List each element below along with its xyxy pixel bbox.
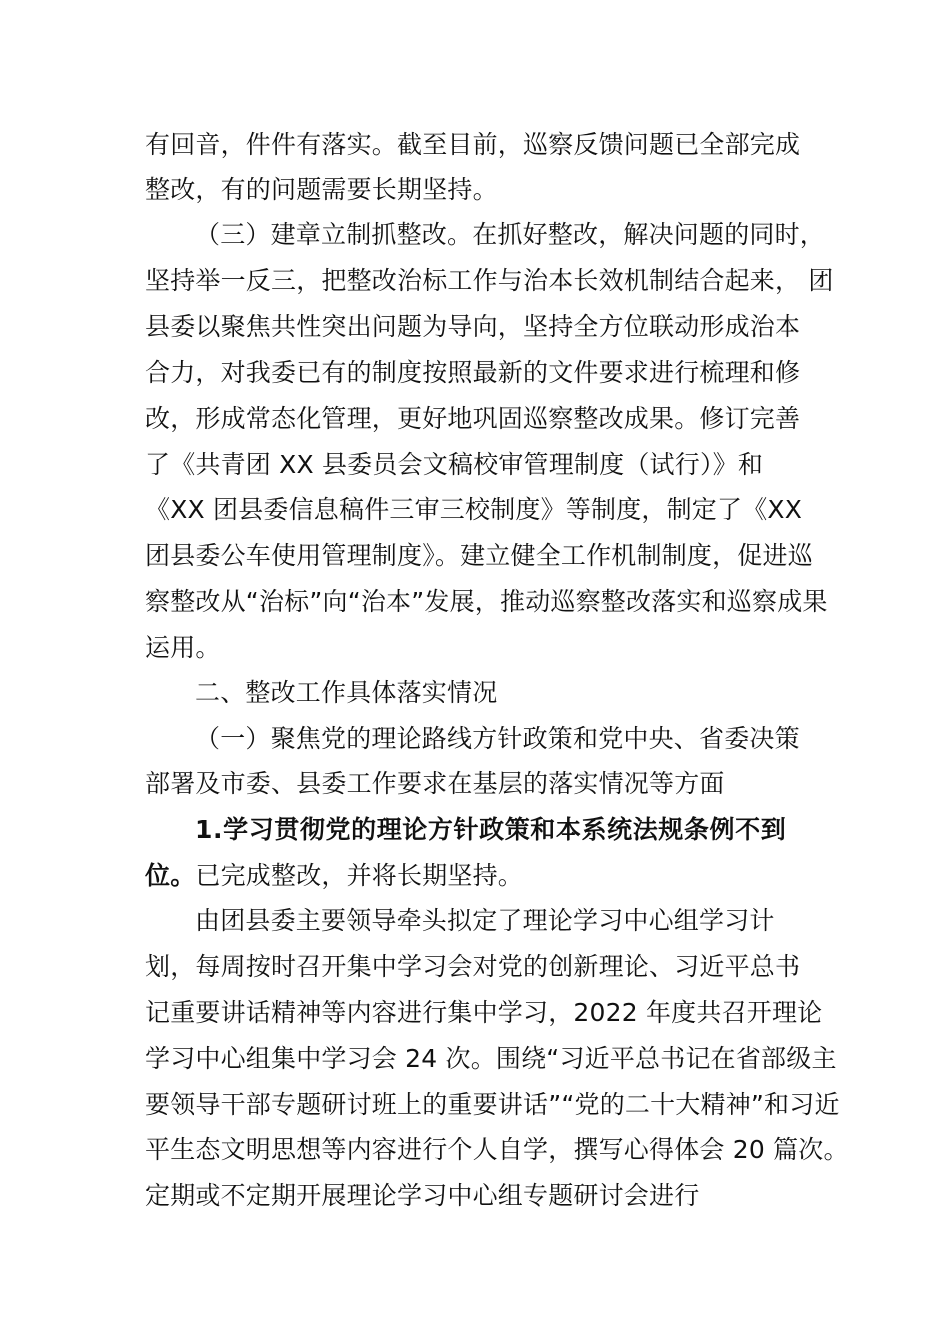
text-line: 团县委公车使用管理制度》。建立健全工作机制制度，促进巡 <box>145 541 813 570</box>
text-line: 要领导干部专题研讨班上的重要讲话”“党的二十大精神”和习近 <box>145 1090 840 1119</box>
text-line: 学习中心组集中学习会 24 次。围绕“习近平总书记在省部级主 <box>145 1044 837 1073</box>
subsection-heading: （一）聚焦党的理论路线方针政策和党中央、省委决策 <box>195 724 800 753</box>
text-line: 由团县委主要领导牵头拟定了理论学习中心组学习计 <box>195 906 775 935</box>
text-line: 县委以聚焦共性突出问题为导向，坚持全方位联动形成治本 <box>145 312 801 341</box>
text-line: 坚持举一反三，把整改治标工作与治本长效机制结合起来， 团 <box>145 266 834 295</box>
text-line: 整改，有的问题需要长期坚持。 <box>145 175 498 204</box>
text-line: 《XX 团县委信息稿件三审三校制度》等制度，制定了《XX <box>145 495 803 524</box>
item-status: 已完成整改，并将长期坚持。 <box>195 861 524 890</box>
text-line: 有回音，件件有落实。截至目前，巡察反馈问题已全部完成 <box>145 130 801 159</box>
text-line: 合力，对我委已有的制度按照最新的文件要求进行梳理和修 <box>145 358 801 387</box>
text-line: 了《共青团 XX 县委员会文稿校审管理制度（试行）》和 <box>145 450 764 479</box>
item-heading: 1.学习贯彻党的理论方针政策和本系统法规条例不到 <box>195 815 787 844</box>
text-line: 部署及市委、县委工作要求在基层的落实情况等方面 <box>145 769 725 798</box>
text-line: 平生态文明思想等内容进行个人自学，撰写心得体会 20 篇次。 <box>145 1135 849 1164</box>
text-line: 划，每周按时召开集中学习会对党的创新理论、习近平总书 <box>145 952 801 981</box>
text-line: （三）建章立制抓整改。在抓好整改，解决问题的同时， <box>195 220 826 249</box>
text-line: 记重要讲话精神等内容进行集中学习，2022 年度共召开理论 <box>145 998 823 1027</box>
text-line: 运用。 <box>145 633 221 662</box>
item-heading-tail: 位。 <box>145 861 196 890</box>
text-line: 改，形成常态化管理，更好地巩固巡察整改成果。修订完善 <box>145 404 801 433</box>
text-line <box>145 853 523 899</box>
text-line: 定期或不定期开展理论学习中心组专题研讨会进行 <box>145 1181 700 1210</box>
section-heading: 二、整改工作具体落实情况 <box>195 678 498 707</box>
text-line: 察整改从“治标”向“治本”发展，推动巡察整改落实和巡察成果 <box>145 587 828 616</box>
